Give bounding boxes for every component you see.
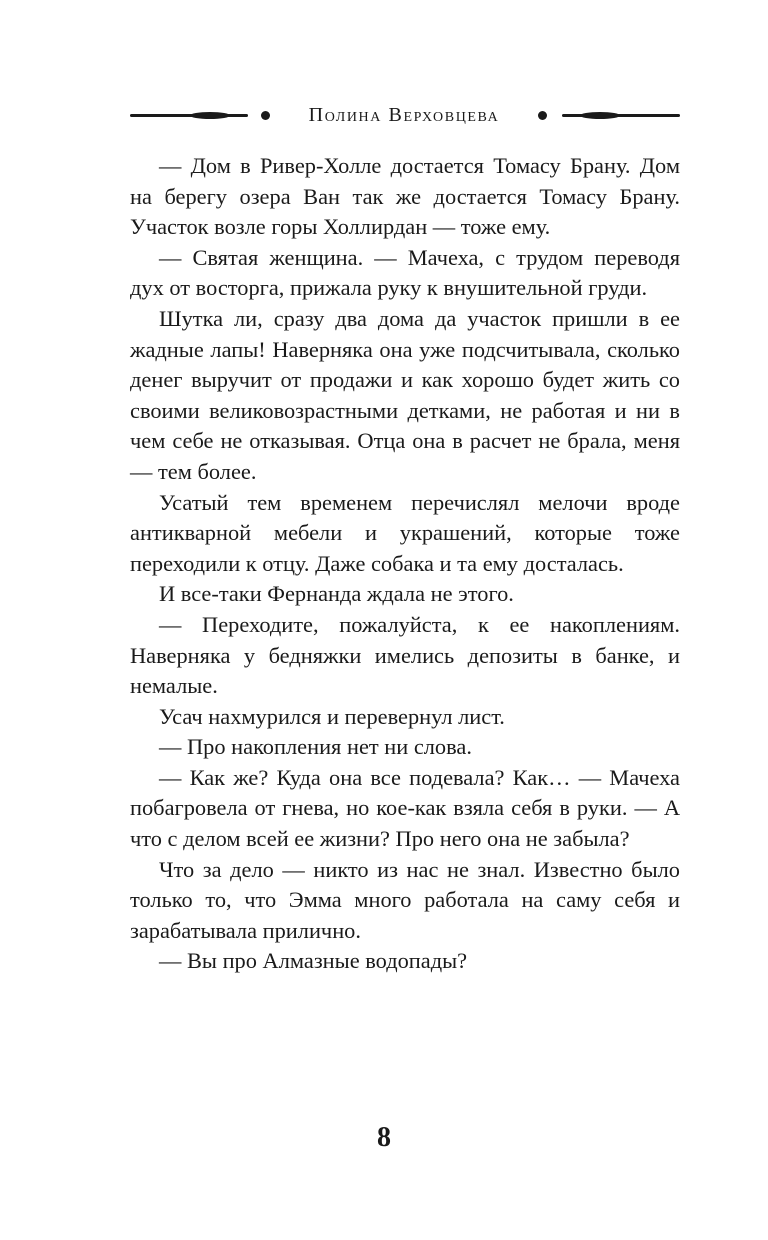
header-dot-right: [538, 111, 547, 120]
paragraph: Что за дело — никто из нас не знал. Известно было только то, что Эмма много работала на саму себя и зарабатывала прилично.: [130, 856, 680, 943]
author-name: Полина Верховцева: [308, 104, 500, 126]
header-ornament-right: [562, 114, 680, 117]
header-ornament-left: [130, 114, 248, 117]
paragraph: Шутка ли, сразу два дома да участок пришли в ее жадные лапы! Наверняка она уже подсчитывала, сколько денег выручит от продажи и как хорошо будет жить со своими великовозрастными детками, не работая и ни в чем себе не отказывая. Отца она в расчет не брала, меня — тем более.: [130, 305, 680, 484]
paragraph: — Вы про Алмазные водопады?: [159, 948, 468, 974]
body-text: [130, 151, 680, 977]
paragraph: Усатый тем временем перечислял мелочи вроде антикварной мебели и украшений, которые тоже переходили к отцу. Даже собака и та ему досталась.: [130, 489, 680, 576]
running-header: [128, 100, 680, 132]
paragraph: — Дом в Ривер-Холле достается Томасу Брану. Дом на берегу озера Ван так же достается Томасу Брану. Участок возле горы Холлирдан — тоже ему.: [130, 153, 680, 240]
paragraph: — Как же? Куда она все подевала? Как… — Мачеха побагровела от гнева, но кое-как взяла себя в руки. — А что с делом всей ее жизни? Про него она не забыла?: [130, 764, 680, 852]
paragraph: Усач нахмурился и перевернул лист.: [159, 703, 505, 729]
paragraph: И все-таки Фернанда ждала не этого.: [159, 581, 514, 607]
page-number: 8: [377, 1122, 391, 1153]
paragraph: — Про накопления нет ни слова.: [159, 734, 472, 760]
header-dot-left: [261, 111, 270, 120]
paragraph: — Переходите, пожалуйста, к ее накоплениям. Наверняка у бедняжки имелись депозиты в банке, и немалые.: [130, 611, 680, 699]
paragraph: — Святая женщина. — Мачеха, с трудом переводя дух от восторга, прижала руку к внушительной груди.: [130, 244, 680, 301]
